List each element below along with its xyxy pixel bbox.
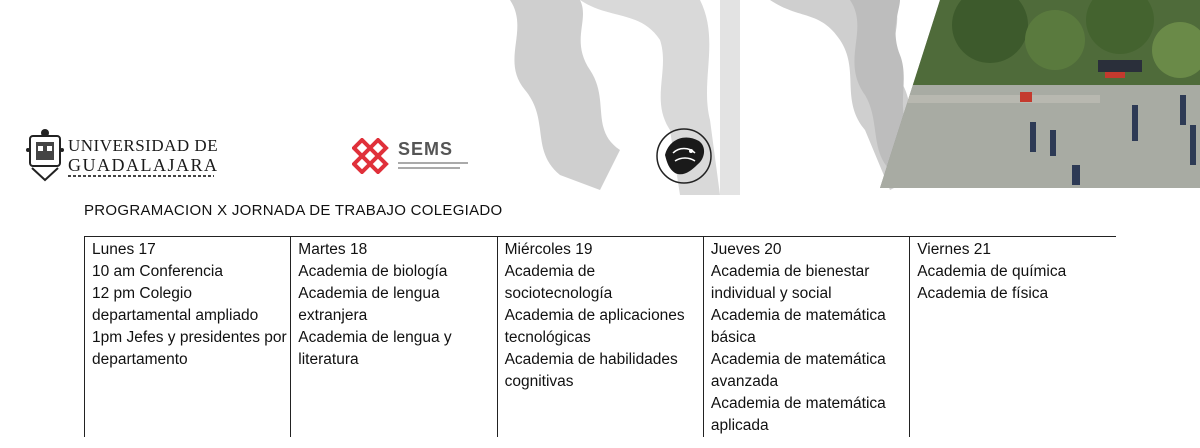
schedule-day-column [291, 237, 497, 438]
schedule-day-column [910, 237, 1116, 438]
list-item: Academia de matemática avanzada [710, 351, 886, 390]
list-item: Academia de química [917, 263, 1067, 280]
sems-logo [352, 138, 482, 178]
list-item: Academia de física [917, 285, 1049, 302]
list-item: Academia de biología [298, 263, 448, 280]
day-heading: Miércoles 19 [504, 241, 593, 258]
list-item: Academia de sociotecnología [504, 263, 613, 302]
schedule-day-column [497, 237, 703, 438]
page-title: PROGRAMACION X JORNADA DE TRABAJO COLEGIADO [84, 202, 503, 219]
udg-logo-line2: GUADALAJARA [68, 155, 219, 175]
list-item: Academia de habilidades cognitivas [504, 351, 678, 390]
list-item: 12 pm Colegio departamental ampliado [92, 285, 259, 324]
list-item: Academia de matemática básica [710, 307, 886, 346]
day-heading: Viernes 21 [917, 241, 992, 258]
day-heading: Martes 18 [298, 241, 368, 258]
schedule-day-column [703, 237, 909, 438]
list-item: 10 am Conferencia [92, 263, 223, 280]
list-item: Academia de matemática aplicada [710, 395, 886, 434]
schedule-table [84, 236, 1116, 437]
udg-logo-tagline-rule [68, 175, 214, 177]
sems-mark-icon [352, 138, 392, 174]
day-heading: Lunes 17 [92, 241, 156, 258]
crest-icon [26, 128, 64, 182]
list-item: Academia de bienestar individual y social [710, 263, 870, 302]
list-item: Academia de lengua extranjera [298, 285, 440, 324]
list-item: 1pm Jefes y presidentes por departamento [92, 329, 287, 368]
sems-name: SEMS [398, 139, 454, 159]
day-heading: Jueves 20 [710, 241, 782, 258]
list-item: Academia de aplicaciones tecnológicas [504, 307, 685, 346]
udg-logo-line1: UNIVERSIDAD DE [68, 136, 219, 155]
list-item: Academia de lengua y literatura [298, 329, 452, 368]
table-row [85, 237, 1117, 438]
campus-photo [880, 0, 1200, 188]
preparatoria-lion-seal-icon [655, 125, 713, 187]
universidad-de-guadalajara-logo [26, 128, 219, 184]
schedule-day-column [85, 237, 291, 438]
sems-subtitle-lines [398, 162, 488, 169]
